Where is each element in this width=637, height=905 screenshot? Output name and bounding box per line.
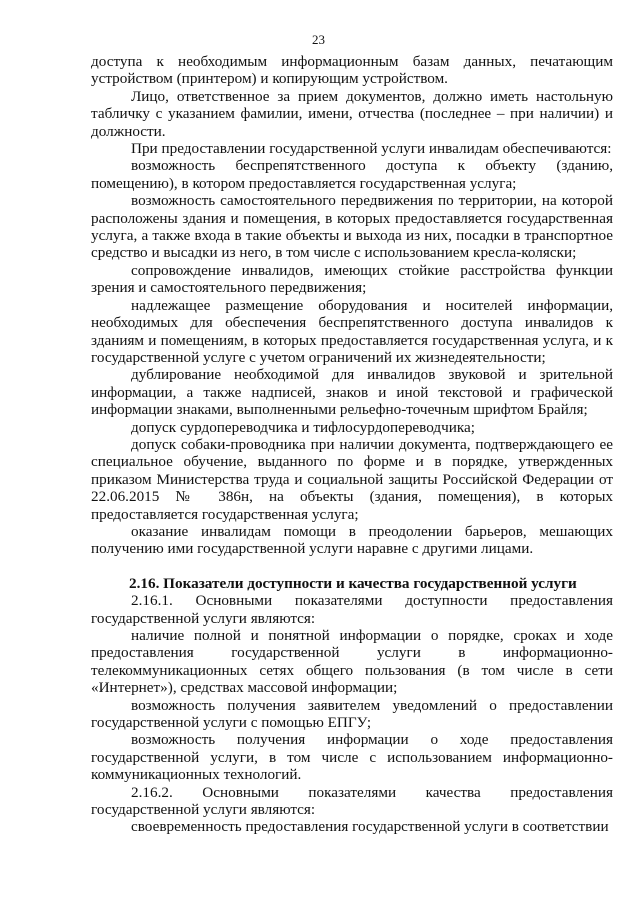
list-item: сопровождение инвалидов, имеющих стойкие расстройства функции зрения и самостоятельного передвижения;	[91, 261, 613, 297]
list-item: оказание инвалидам помощи в преодолении барьеров, мешающих получению ими государственной услуги наравне с другими лицами.	[91, 522, 613, 558]
list-item: возможность беспрепятственного доступа к объекту (зданию, помещению), в котором предоставляется государственная услуга;	[91, 157, 613, 192]
section-heading: 2.16. Показатели доступности и качества государственной услуги	[129, 574, 577, 592]
list-item: допуск собаки-проводника при наличии документа, подтверждающего ее специальное обучение, выданного по форме и в порядке, утвержденных приказом Министерства труда и социальной защиты Российской Федерации от 22.06.2015 № 386н, на объекты (здания, помещения), в которых предоставляется государственная услуга;	[91, 435, 613, 523]
document-body	[91, 53, 613, 836]
paragraph: При предоставлении государственной услуги инвалидам обеспечиваются:	[131, 140, 612, 158]
page-number: 23	[312, 32, 325, 47]
paragraph: 2.16.1. Основными показателями доступности предоставления государственной услуги являются:	[91, 592, 613, 627]
list-item: своевременность предоставления государственной услуги в соответствии	[131, 818, 609, 836]
paragraph: доступа к необходимым информационным базам данных, печатающим устройством (принтером) и копирующим устройством.	[91, 53, 613, 88]
list-item: дублирование необходимой для инвалидов звуковой и зрительной информации, а также надписей, знаков и иной текстовой и графической информации знаками, выполненными рельефно-точечным шрифтом Брайля;	[91, 366, 613, 419]
paragraph: 2.16.2. Основными показателями качества предоставления государственной услуги являются:	[91, 783, 613, 819]
paragraph: Лицо, ответственное за прием документов, должно иметь настольную табличку с указанием фамилии, имени, отчества (последнее – при наличии) и должности.	[91, 87, 613, 140]
list-item: надлежащее размещение оборудования и носителей информации, необходимых для обеспечения беспрепятственного доступа инвалидов к зданиям и помещениям, в которых предоставляется государственная услуга, и к государственной услуге с учетом ограничений их жизнедеятельности;	[91, 296, 613, 366]
list-item: возможность самостоятельного передвижения по территории, на которой расположены здания и помещения, в которых предоставляется государственная услуга, а также входа в такие объекты и выхода из них, посадки в транспортное средство и высадки из него, в том числе с использованием кресла-коляски;	[91, 192, 613, 262]
list-item: допуск сурдопереводчика и тифлосурдопереводчика;	[131, 418, 475, 436]
list-item: возможность получения информации о ходе предоставления государственной услуги, в том числе с использованием информационно-коммуникационных технологий.	[91, 731, 613, 784]
list-item: возможность получения заявителем уведомлений о предоставлении государственной услуги с помощью ЕПГУ;	[91, 696, 613, 732]
list-item: наличие полной и понятной информации о порядке, сроках и ходе предоставления государственной услуги в информационно-телекоммуникационных сетях общего пользования (в том числе в сети «Интернет»), средствах массовой информации;	[91, 627, 613, 697]
